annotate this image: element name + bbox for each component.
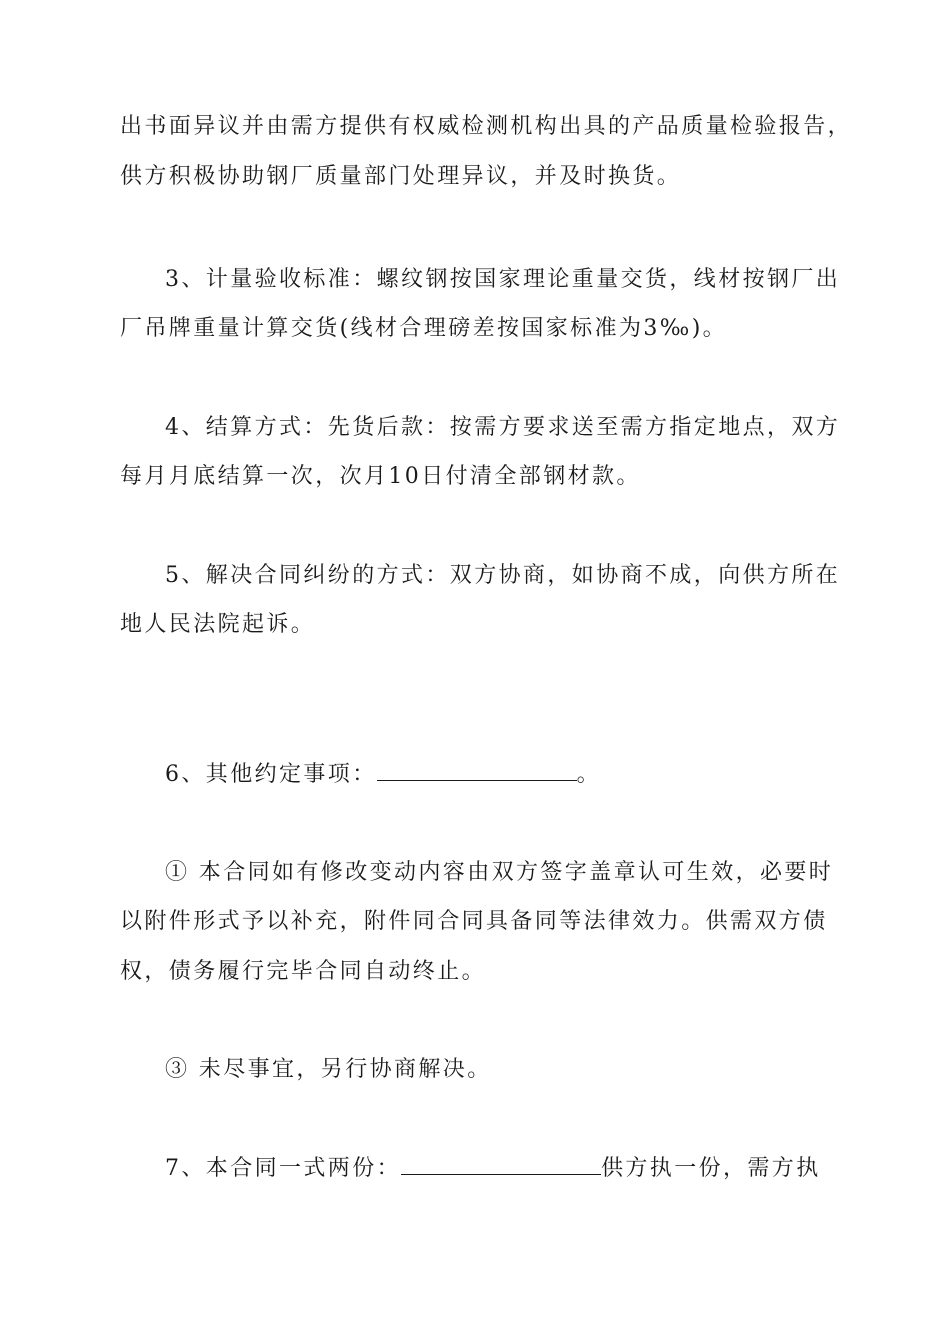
item-1-line-3 (120, 957, 840, 987)
text: 每月月底结算一次，次月10日付清全部钢材款。 (120, 464, 641, 489)
fill-in-blank (377, 760, 577, 781)
text: 3、计量验收标准：螺纹钢按国家理论重量交货，线材按钢厂出 (165, 267, 841, 292)
item-1-line-1 (165, 858, 885, 888)
paragraph-line (120, 162, 840, 192)
clause-7-line (165, 1154, 885, 1184)
clause-3-line-2 (120, 314, 840, 344)
item-3-line (165, 1055, 885, 1085)
text: 厂吊牌重量计算交货(线材合理磅差按国家标准为3‰)。 (120, 316, 728, 341)
clause-5-line-2 (120, 610, 840, 640)
text: 6、其他约定事项： (165, 762, 377, 787)
clause-4-line-1 (165, 413, 885, 443)
text: 供方积极协助钢厂质量部门处理异议，并及时换货。 (120, 164, 682, 189)
text: 。 (576, 762, 602, 787)
clause-5-line-1 (165, 561, 885, 591)
fill-in-blank (401, 1154, 601, 1175)
paragraph-line (120, 112, 853, 142)
clause-4-line-2 (120, 462, 840, 492)
text: 地人民法院起诉。 (120, 612, 316, 637)
clause-6-line (165, 760, 885, 790)
text: 供方执一份，需方执 (601, 1156, 821, 1181)
text: 出书面异议并由需方提供有权威检测机构出具的产品质量检验报告， (120, 114, 853, 139)
text: 权，债务履行完毕合同自动终止。 (120, 959, 487, 984)
text: 5、解决合同纠纷的方式：双方协商，如协商不成，向供方所在 (165, 563, 841, 588)
text: ① 本合同如有修改变动内容由双方签字盖章认可生效，必要时 (165, 860, 834, 885)
text: 以附件形式予以补充，附件同合同具备同等法律效力。供需双方债 (120, 909, 828, 934)
text: 4、结算方式：先货后款：按需方要求送至需方指定地点，双方 (165, 415, 841, 440)
clause-3-line-1 (165, 265, 885, 295)
text: ③ 未尽事宜，另行协商解决。 (165, 1057, 492, 1082)
text: 7、本合同一式两份： (165, 1156, 401, 1181)
item-1-line-2 (120, 907, 840, 937)
